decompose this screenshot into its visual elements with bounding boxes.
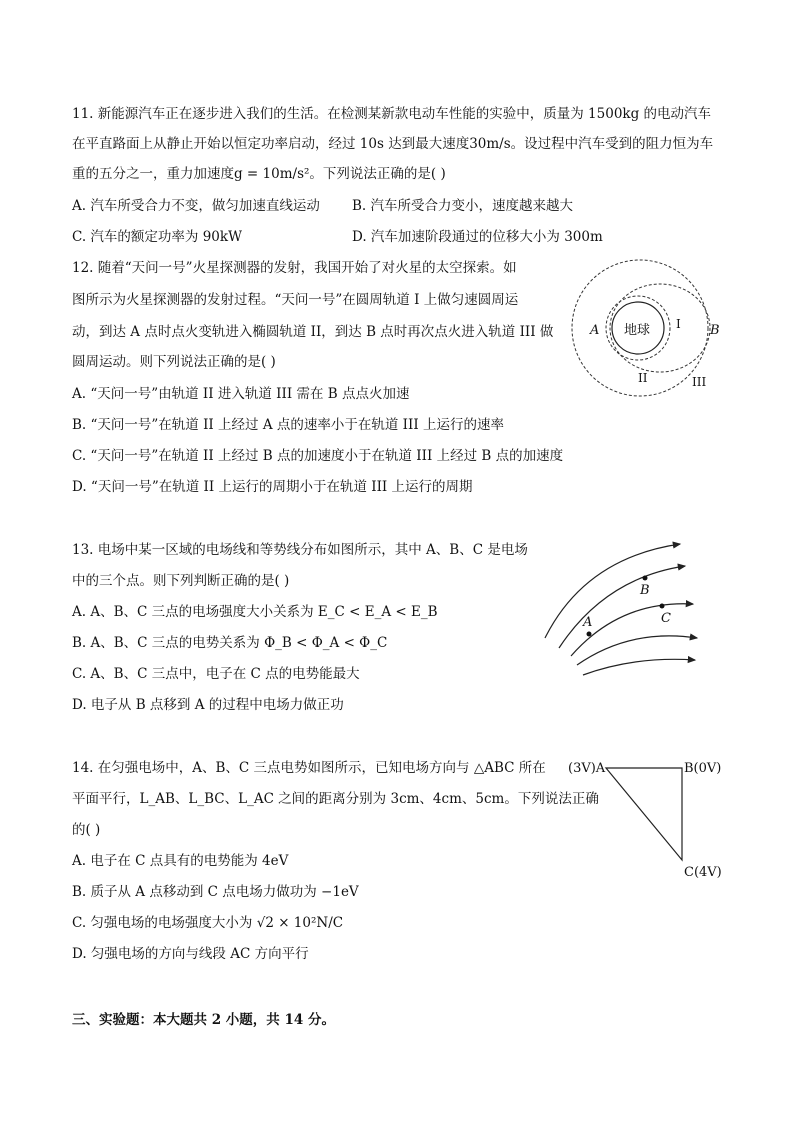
section-3-heading: 三、实验题：本大题共 2 小题，共 14 分。 <box>72 1012 335 1028</box>
q14-option-b: B. 质子从 A 点移动到 C 点电场力做功为 −1eV <box>72 884 359 900</box>
field-line-figure <box>545 538 705 678</box>
vertex-a-label: (3V)A <box>568 761 606 776</box>
triangle-figure <box>566 756 736 886</box>
field-line-5 <box>583 659 695 675</box>
q12-line-4: 圆周运动。则下列说法正确的是( ) <box>72 354 276 370</box>
triangle-abc <box>606 768 682 860</box>
orbit-1-label: I <box>676 317 681 331</box>
point-a-label: A <box>583 615 593 630</box>
q13-line-1: 13. 电场中某一区域的电场线和等势线分布如图所示，其中 A、B、C 是电场 <box>72 542 528 558</box>
q14-line-1: 14. 在匀强电场中，A、B、C 三点电势如图所示，已知电场方向与 △ABC 所在 <box>72 760 546 776</box>
q11-line-1: 11. 新能源汽车正在逐步进入我们的生活。在检测某新款电动车性能的实验中，质量为 1500kg 的电动汽车 <box>72 106 712 122</box>
point-c-dot <box>660 604 665 609</box>
q11-option-d: D. 汽车加速阶段通过的位移大小为 300m <box>352 229 603 245</box>
q12-line-2: 图所示为火星探测器的发射过程。“天问一号”在圆周轨道 I 上做匀速圆周运 <box>72 292 519 308</box>
q12-option-c: C. “天问一号”在轨道 II 上经过 B 点的加速度小于在轨道 III 上经过 B 点的加速度 <box>72 448 564 464</box>
q11-line-2: 在平直路面上从静止开始以恒定功率启动，经过 10s 达到最大速度30m/s。设过程中汽车受到的阻力恒为车 <box>72 136 714 152</box>
vertex-c-label: C(4V) <box>684 865 722 880</box>
q11-line-3: 重的五分之一，重力加速度g = 10m/s²。下列说法正确的是( ) <box>72 166 446 182</box>
q14-option-a: A. 电子在 C 点具有的电势能为 4eV <box>72 853 289 869</box>
q11-option-c: C. 汽车的额定功率为 90kW <box>72 229 242 245</box>
q14-line-3: 的( ) <box>72 822 101 838</box>
point-b-label: B <box>710 323 720 338</box>
q14-option-c: C. 匀强电场的电场强度大小为 √2 × 10²N/C <box>72 915 344 931</box>
q11-option-a: A. 汽车所受合力不变，做匀加速直线运动 <box>72 198 320 214</box>
point-b-label: B <box>640 583 650 598</box>
q12-line-1: 12. 随着“天问一号”火星探测器的发射，我国开始了对火星的太空探索。如 <box>72 260 517 276</box>
orbit-figure <box>570 258 740 398</box>
vertex-b-label: B(0V) <box>684 761 722 776</box>
q11-option-b: B. 汽车所受合力变小，速度越来越大 <box>352 198 574 214</box>
field-line-4 <box>577 636 697 665</box>
q14-option-d: D. 匀强电场的方向与线段 AC 方向平行 <box>72 946 309 962</box>
earth-label: 地球 <box>624 323 651 338</box>
point-a-dot <box>587 632 592 637</box>
q12-option-a: A. “天问一号”由轨道 II 进入轨道 III 需在 B 点点火加速 <box>72 386 410 402</box>
q13-option-c: C. A、B、C 三点中，电子在 C 点的电势能最大 <box>72 666 360 682</box>
q13-option-b: B. A、B、C 三点的电势关系为 Φ_B < Φ_A < Φ_C <box>72 635 388 651</box>
point-b-dot <box>643 576 648 581</box>
q12-option-b: B. “天问一号”在轨道 II 上经过 A 点的速率小于在轨道 III 上运行的速率 <box>72 417 504 433</box>
q14-line-2: 平面平行，L_AB、L_BC、L_AC 之间的距离分别为 3cm、4cm、5cm。下列说法正确 <box>72 791 599 807</box>
q12-option-d: D. “天问一号”在轨道 II 上运行的周期小于在轨道 III 上运行的周期 <box>72 479 473 495</box>
q13-line-2: 中的三个点。则下列判断正确的是( ) <box>72 573 290 589</box>
point-c-label: C <box>661 611 671 626</box>
orbit-3-label: III <box>692 375 707 389</box>
point-a-label: A <box>590 323 600 338</box>
q13-option-d: D. 电子从 B 点移到 A 的过程中电场力做正功 <box>72 697 344 713</box>
orbit-2-label: II <box>638 371 648 385</box>
q12-line-3: 动，到达 A 点时点火变轨进入椭圆轨道 II，到达 B 点时再次点火进入轨道 III 做 <box>72 324 554 340</box>
field-line-1 <box>545 544 680 638</box>
q13-option-a: A. A、B、C 三点的电场强度大小关系为 E_C < E_A < E_B <box>72 604 438 620</box>
